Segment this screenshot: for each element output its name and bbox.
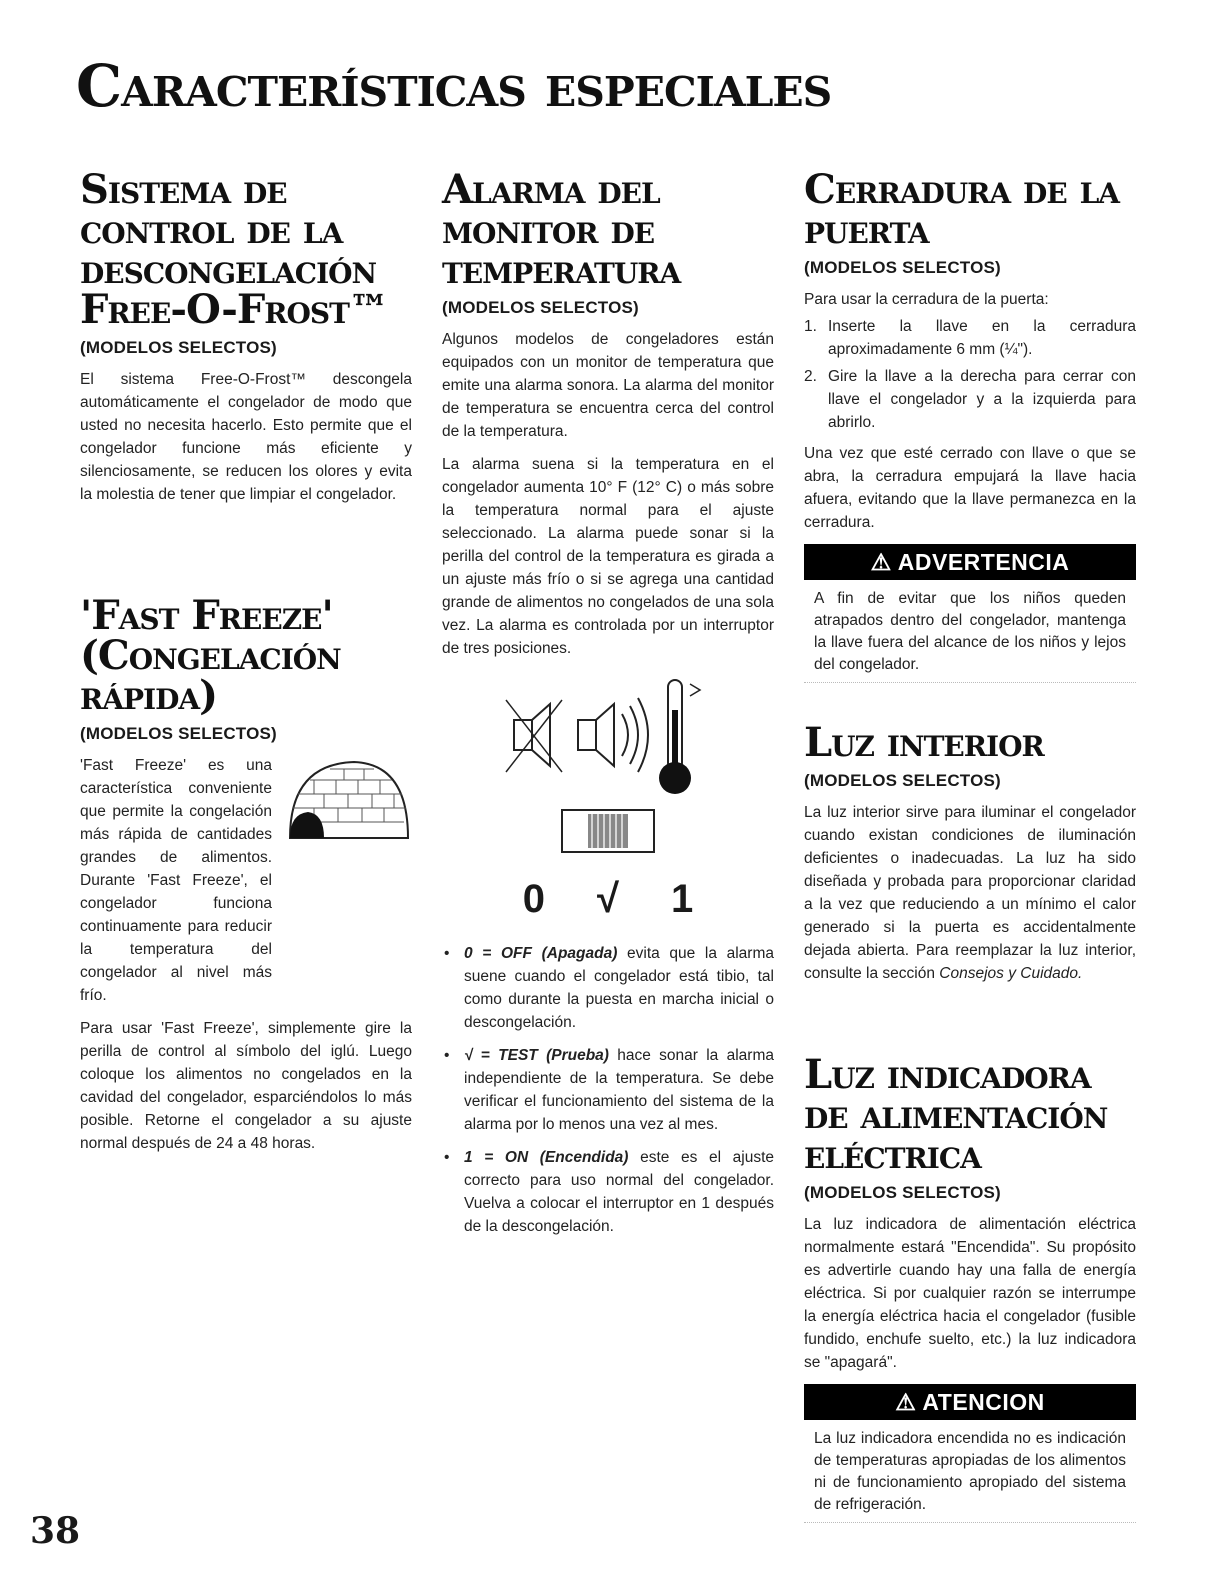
- door-lock-heading: Cerradura de la puerta: [804, 166, 1120, 253]
- caution-banner: ⚠ ATENCION: [804, 1384, 1136, 1420]
- column-right: [804, 166, 1136, 1523]
- door-lock-subheading: (MODELOS SELECTOS): [804, 258, 1001, 277]
- interior-light-heading: Luz interior: [804, 719, 1044, 766]
- free-o-frost-subheading: (MODELOS SELECTOS): [80, 338, 277, 357]
- temp-alarm-heading: Alarma del monitor de temperatura: [442, 166, 681, 293]
- fast-freeze-body-2: Para usar 'Fast Freeze', simplemente gire la perilla de control al símbolo del iglú. Luego coloque los alimentos no congelados en la cavidad del congelador, esparciéndolos lo más posible. Retorne el congelador a su ajuste normal después de 24 a 48 horas.: [80, 1020, 412, 1152]
- free-o-frost-body: El sistema Free-O-Frost™ descongela automáticamente el congelador de modo que usted no necesita hacerlo. Esto permite que el congelador funcione más eficiente y silenciosamente, se reducen los olores y evita la molestia de tener que limpiar el congelador.: [80, 371, 412, 503]
- speaker-sound-icon: [578, 698, 648, 772]
- interior-light-subheading: (MODELOS SELECTOS): [804, 771, 1001, 790]
- list-item: • √ = TEST (Prueba) hace sonar la alarma independiente de la temperatura. Se debe verificar el funcionamiento del sistema de la alarma por lo menos una vez al mes.: [444, 1047, 774, 1133]
- power-light-body: La luz indicadora de alimentación eléctrica normalmente estará "Encendida". Su propósito es advertirle cuando hay una falla de energía eléctrica. Si por cualquier razón se interrumpe la energía eléctrica hacia el congelador (fusible fundido, enchufe suelto, etc.) la luz indicadora se "apagará".: [804, 1216, 1136, 1371]
- bullet-text-test: hace sonar la alarma independiente de la temperatura. Se debe verificar el funcionamiento del sistema de la alarma por lo menos una vez al mes.: [464, 1047, 774, 1133]
- fast-freeze-body-1: 'Fast Freeze' es una característica conveniente que permite la congelación más rápida de cantidades grandes de alimentos. Durante 'Fast Freeze', el congelador funciona continuamente para reducir la temperatura del congelador al nivel más frío.: [80, 757, 272, 1004]
- temp-alarm-subheading: (MODELOS SELECTOS): [442, 298, 639, 317]
- caution-text: La luz indicadora encendida no es indicación de temperaturas apropiadas de los alimentos ni de funcionamiento apropiado del sistema de refrigeración.: [804, 1426, 1136, 1523]
- column-middle: [442, 166, 775, 1248]
- power-light-subheading: (MODELOS SELECTOS): [804, 1183, 1001, 1202]
- step-number: 1.: [804, 318, 817, 335]
- step-number: 2.: [804, 368, 817, 385]
- igloo-icon: [284, 754, 412, 844]
- free-o-frost-heading: Sistema de control de la descongelación Free-O-Frost™: [80, 166, 388, 333]
- temp-alarm-body-2: La alarma suena si la temperatura en el congelador aumenta 10° F (12° C) o más sobre la temperatura normal para el ajuste seleccionado. La alarma puede sonar si la perilla del control de la temperatura es girada a un ajuste más frío o si se agrega una cantidad grande de alimentos no congelados de una sola vez. La alarma es controlada por un interruptor de tres posiciones.: [442, 456, 774, 657]
- bullet-key-on: 1 = ON (Encendida): [464, 1149, 629, 1166]
- interior-light-body: [804, 801, 1136, 985]
- warning-banner: ⚠ ADVERTENCIA: [804, 544, 1136, 580]
- column-left: [80, 166, 412, 1165]
- list-item: • 1 = ON (Encendida) este es el ajuste correcto para uso normal del congelador. Vuelva a colocar el interruptor en 1 después de la descongelación.: [444, 1149, 775, 1235]
- bullet-key-off: 0 = OFF (Apagada): [464, 945, 618, 962]
- page-title: Características especiales: [76, 52, 832, 120]
- interior-light-reference: Consejos y Cuidado.: [939, 965, 1083, 982]
- fast-freeze-heading: 'Fast Freeze' (Congelación rápida): [80, 592, 341, 719]
- alarm-switch-diagram: [442, 670, 774, 880]
- door-lock-intro: Para usar la cerradura de la puerta:: [804, 291, 1049, 308]
- page-number: 38: [30, 1510, 81, 1552]
- switch-label-on: 1: [670, 877, 694, 921]
- interior-light-text: La luz interior sirve para iluminar el congelador cuando existan condiciones de iluminación deficientes o inadecuadas. La luz ha sido diseñada y probada para proporcionar claridad a la vez que reduciendo a un mínimo el calor generado si la puerta es accidentalmente dejada abierta. Para reemplazar la luz interior, consulte la sección: [804, 804, 1136, 982]
- warning-text: A fin de evitar que los niños queden atrapados dentro del congelador, mantenga la llave fuera del alcance de los niños y lejos del congelador.: [804, 586, 1136, 683]
- bullet-text-off: evita que la alarma suene cuando el congelador está tibio, tal como durante la puesta en marcha inicial o descongelación.: [464, 945, 774, 1031]
- power-light-heading: Luz indicadora de alimentación eléctrica: [804, 1051, 1108, 1178]
- bullet-key-test: √ = TEST (Prueba): [464, 1047, 609, 1064]
- switch-label-off: 0: [522, 877, 546, 921]
- door-lock-steps: [804, 315, 1136, 434]
- bullet-text-on: este es el ajuste correcto para uso normal del congelador. Vuelva a colocar el interruptor en 1 después de la descongelación.: [464, 1149, 775, 1235]
- step-text: Gire la llave a la derecha para cerrar con llave el congelador y a la izquierda para abrirlo.: [828, 368, 1136, 431]
- step-text: Inserte la llave en la cerradura aproximadamente 6 mm (¼").: [828, 318, 1136, 358]
- temp-alarm-body-1: Algunos modelos de congeladores están equipados con un monitor de temperatura que emite una alarma sonora. La alarma del monitor de temperatura se encuentra cerca del control de la temperatura.: [442, 331, 774, 440]
- list-item: [804, 365, 1136, 434]
- switch-slider-icon: [562, 810, 654, 852]
- thermometer-icon: [659, 680, 700, 794]
- speaker-muted-icon: [506, 700, 562, 772]
- switch-label-test: √: [597, 877, 619, 921]
- list-item: • 0 = OFF (Apagada) evita que la alarma suene cuando el congelador está tibio, tal como durante la puesta en marcha inicial o descongelación.: [444, 945, 774, 1031]
- switch-position-labels: [442, 877, 774, 922]
- door-lock-body: Una vez que esté cerrado con llave o que se abra, la cerradura empujará la llave hacia afuera, evitando que la llave permanezca en la cerradura.: [804, 445, 1136, 531]
- switch-settings-list: [442, 942, 774, 1238]
- fast-freeze-subheading: (MODELOS SELECTOS): [80, 724, 277, 743]
- list-item: [804, 315, 1136, 361]
